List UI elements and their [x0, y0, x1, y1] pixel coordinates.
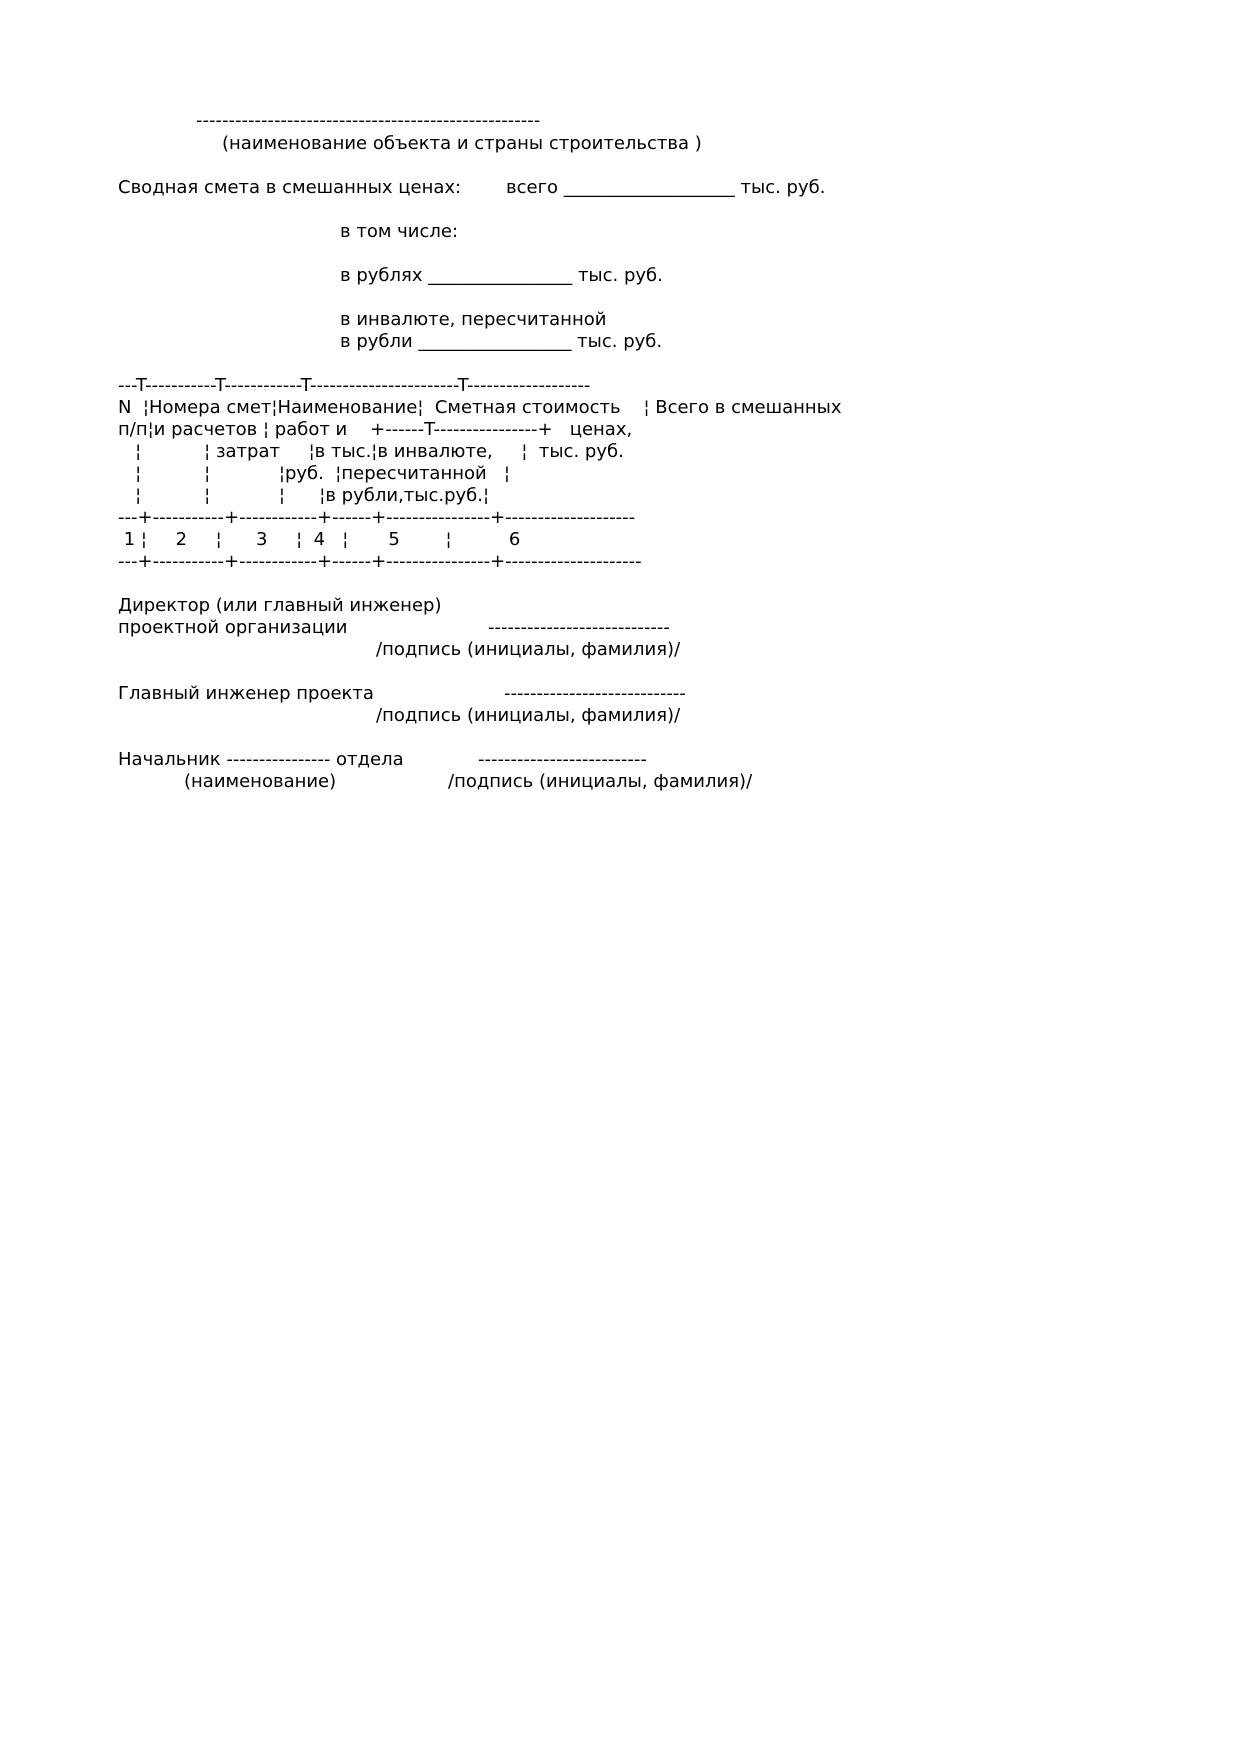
- table-line: ¦ ¦ ¦ ¦в рубли,тыс.руб.¦: [118, 485, 490, 506]
- table-line: ---+-----------+------------+------+----------------+--------------------: [118, 507, 636, 528]
- department-head-signature-caption: /подпись (инициалы, фамилия)/: [448, 771, 753, 792]
- director-title-line2: проектной организации: [118, 617, 348, 638]
- chief-engineer-signature-line: ----------------------------: [504, 683, 686, 704]
- director-signature-line: ----------------------------: [488, 617, 670, 638]
- summary-including: в том числе:: [340, 221, 459, 242]
- table-line: ¦ ¦ затрат ¦в тыс.¦в инвалюте, ¦ тыс. руб.: [118, 441, 624, 462]
- table-line: ---T-----------T------------T-----------------------T-------------------: [118, 375, 591, 396]
- summary-currency-line2: в рубли _________________ тыс. руб.: [340, 331, 663, 352]
- chief-engineer-title: Главный инженер проекта: [118, 683, 374, 704]
- summary-label: Сводная смета в смешанных ценах:: [118, 177, 462, 198]
- table-line: 1 ¦ 2 ¦ 3 ¦ 4 ¦ 5 ¦ 6: [118, 529, 521, 550]
- director-title-line1: Директор (или главный инженер): [118, 595, 442, 616]
- table-line: N ¦Номера смет¦Наименование¦ Сметная стоимость ¦ Всего в смешанных: [118, 397, 842, 418]
- director-signature-caption: /подпись (инициалы, фамилия)/: [376, 639, 681, 660]
- department-head-signature-line: --------------------------: [478, 749, 647, 770]
- table-line: п/п¦и расчетов ¦ работ и +------T----------------+ ценах,: [118, 419, 633, 440]
- object-name-caption: (наименование объекта и страны строительства ): [222, 133, 702, 154]
- table-line: ---+-----------+------------+------+----------------+---------------------: [118, 551, 642, 572]
- department-head-title: Начальник ---------------- отдела: [118, 749, 404, 770]
- summary-rubles: в рублях ________________ тыс. руб.: [340, 265, 663, 286]
- summary-currency-line1: в инвалюте, пересчитанной: [340, 309, 607, 330]
- chief-engineer-signature-caption: /подпись (инициалы, фамилия)/: [376, 705, 681, 726]
- department-name-caption: (наименование): [184, 771, 337, 792]
- summary-total: всего ___________________ тыс. руб.: [506, 177, 826, 198]
- object-name-line: -----------------------------------------------------: [196, 110, 541, 131]
- table-line: ¦ ¦ ¦руб. ¦пересчитанной ¦: [118, 463, 510, 484]
